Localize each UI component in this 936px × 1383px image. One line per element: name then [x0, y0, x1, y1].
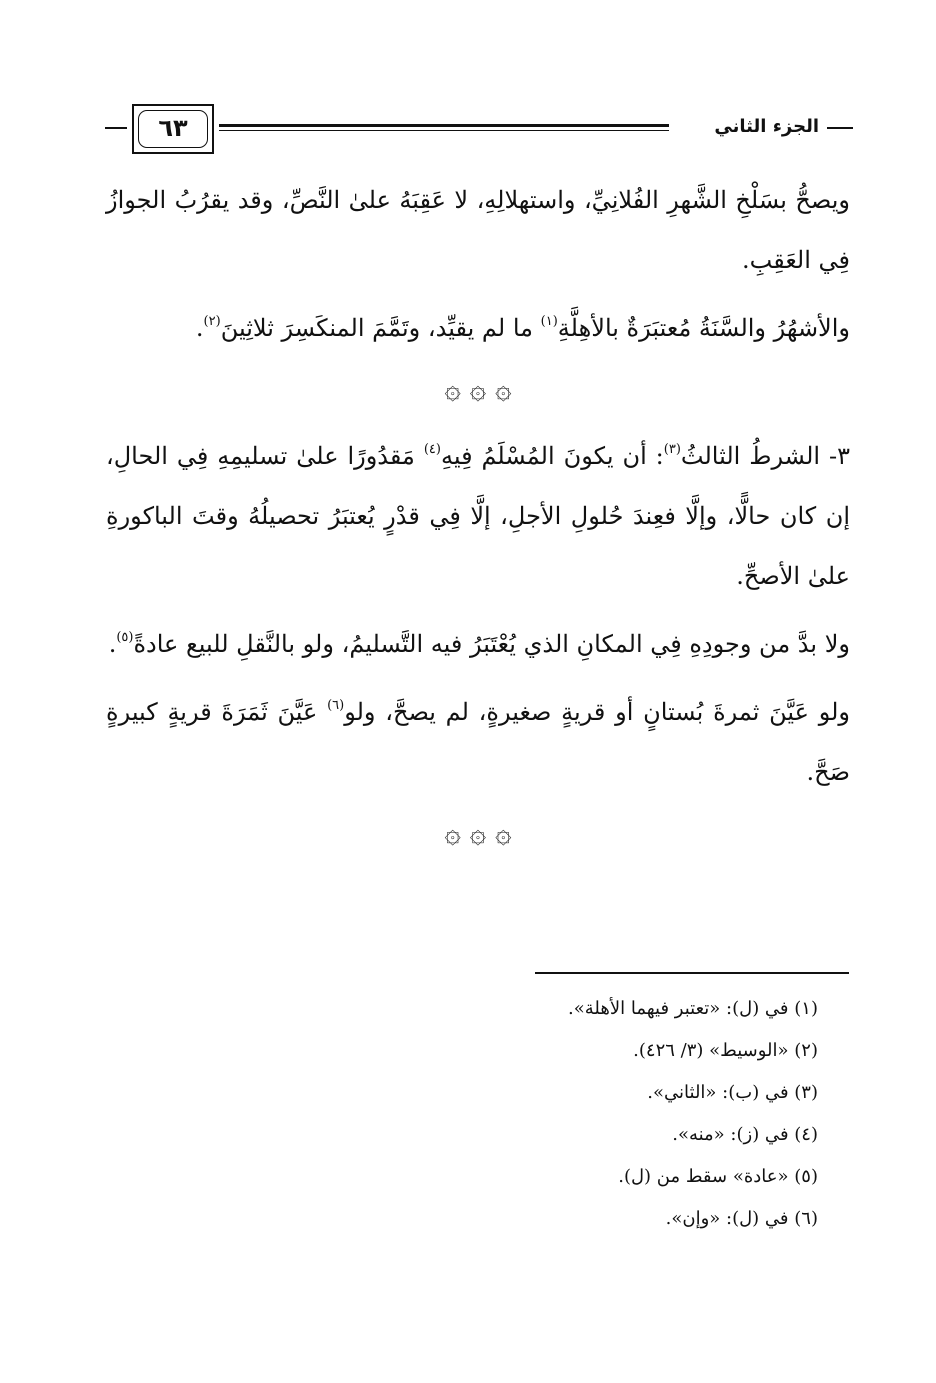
- footnote-ref-3[interactable]: (٣): [663, 442, 681, 457]
- page-number-frame: [132, 104, 214, 154]
- paragraph-2-text-b: ما لم يقيِّد، وتَمَّمَ المنكَسِرَ ثلاثِينَ: [220, 314, 541, 342]
- header-rule-middle: [219, 124, 669, 127]
- footnote-ref-6[interactable]: (٦): [327, 698, 345, 713]
- paragraph-1-text: ويصحُّ بسَلْخِ الشَّهرِ الفُلانِيِّ، واستهلالِهِ، لا عَقِبَهُ علىٰ النَّصِّ، وقد يقرُبُ الجوازُ فِي العَقِبِ.: [106, 186, 850, 274]
- main-text: [106, 170, 850, 870]
- running-title: الجزء الثاني: [714, 116, 819, 137]
- footnote-3: (٣) في (ب): «الثاني».: [647, 1082, 818, 1103]
- footnote-ref-2[interactable]: (٢): [203, 314, 221, 329]
- paragraph-2: [106, 298, 850, 358]
- page-header: [105, 98, 853, 160]
- paragraph-3-text-c: مَقدُورًا علىٰ تسليمِهِ فِي الحالِ، إن كان حالًّا، وإلَّا فعِندَ حُلولِ الأجلِ، إلَّا فِي قدْرٍ يُعتبَرُ تحصيلُهُ وقتَ الباكورةِ علىٰ الأصحِّ.: [106, 442, 850, 590]
- footnote-1: (١) في (ل): «تعتبر فيهما الأهلة».: [568, 998, 818, 1019]
- header-rule-middle-thin: [219, 130, 669, 131]
- section-separator-ornament: ۞ ۞ ۞: [444, 816, 512, 849]
- paragraph-2-text-a: والأشهُرُ والسَّنَةُ مُعتبَرَةٌ بالأهِلَّةِ: [557, 314, 850, 342]
- header-rule-left: [105, 127, 127, 129]
- footnote-ref-4[interactable]: (٤): [423, 442, 441, 457]
- header-rule-right: [827, 127, 853, 129]
- paragraph-5-text-a: ولو عَيَّنَ ثمرةَ بُستانٍ أو قريةٍ صغيرةٍ، لم يصحَّ، ولو: [344, 698, 851, 726]
- page-number: ٦٣: [158, 114, 188, 142]
- footnotes-list: [398, 988, 818, 1240]
- paragraph-5: [106, 682, 850, 802]
- paragraph-4-text-b: .: [108, 630, 117, 658]
- footnote-5: (٥) «عادة» سقط من (ل).: [618, 1166, 818, 1187]
- paragraph-3: [106, 426, 850, 606]
- footnote-ref-1[interactable]: (١): [540, 314, 558, 329]
- footnote-6: (٦) في (ل): «وإن».: [665, 1208, 818, 1229]
- footnote-divider: [535, 972, 849, 974]
- paragraph-3-text-b: : أن يكونَ المُسْلَمُ فِيهِ: [440, 442, 664, 470]
- paragraph-5-text-b: عَيَّنَ ثَمَرَةَ قريةٍ كبيرةٍ صَحَّ.: [106, 698, 850, 786]
- paragraph-1: [106, 170, 850, 290]
- paragraph-4-text-a: ولا بدَّ من وجودِهِ فِي المكانِ الذي يُعْتَبَرُ فيه التَّسليمُ، ولو بالنَّقلِ للبيع عادةً: [133, 630, 850, 658]
- paragraph-2-text-c: .: [195, 314, 204, 342]
- section-separator-ornament: ۞ ۞ ۞: [444, 372, 512, 405]
- footnote-ref-5[interactable]: (٥): [116, 630, 134, 645]
- paragraph-3-text-a: ٣- الشرطُ الثالثُ: [680, 442, 850, 470]
- footnote-2: (٢) «الوسيط» (٣/ ٤٢٦).: [633, 1040, 818, 1061]
- paragraph-4: [106, 614, 850, 674]
- footnote-4: (٤) في (ز): «منه».: [672, 1124, 818, 1145]
